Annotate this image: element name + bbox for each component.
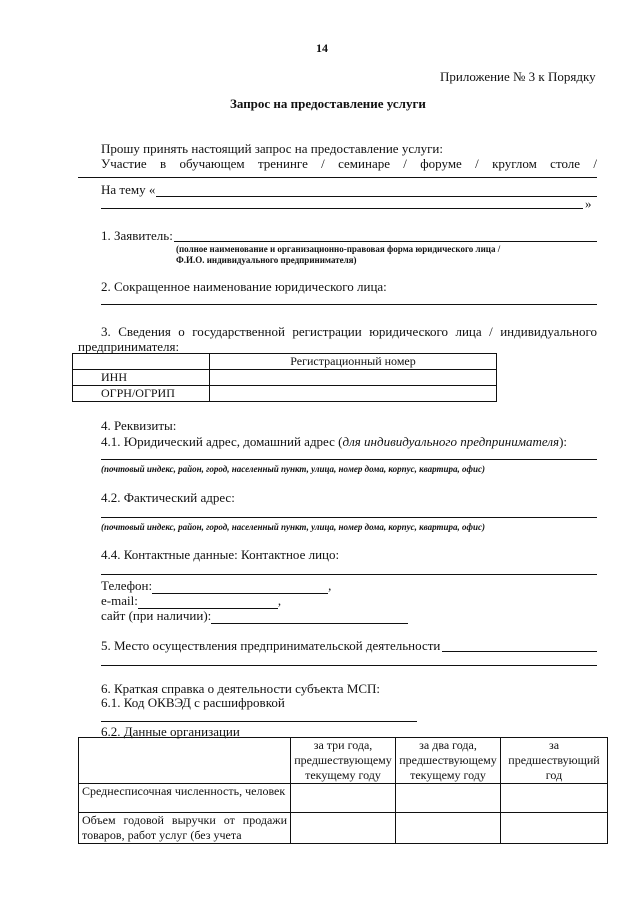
legal-address-hint: (почтовый индекс, район, город, населенный пункт, улица, номер дома, корпус, квартира, офис)	[101, 464, 485, 474]
inn-field[interactable]	[210, 370, 497, 386]
applicant-hint-2: Ф.И.О. индивидуального предпринимателя)	[176, 255, 357, 265]
legal-address-label	[101, 434, 567, 450]
appendix-label: Приложение № 3 к Порядку	[440, 69, 596, 84]
registration-label-2: предпринимателя:	[78, 339, 180, 354]
revenue-1y-field[interactable]	[501, 813, 608, 844]
phone-field[interactable]	[152, 579, 328, 594]
applicant-field[interactable]	[174, 241, 597, 242]
topic-field-line-1[interactable]	[156, 196, 597, 197]
contact-person-field[interactable]	[101, 574, 597, 575]
headcount-1y-field[interactable]	[501, 784, 608, 813]
legal-address-label-end: ):	[559, 434, 568, 449]
applicant-hint-1: (полное наименование и организационно-правовая форма юридического лица /	[176, 244, 501, 254]
org-table-header-2y: за два года, предшествующему текущему году	[396, 738, 501, 784]
revenue-2y-field[interactable]	[396, 813, 501, 844]
registration-table	[72, 353, 497, 402]
topic-field-line-2[interactable]	[101, 208, 583, 209]
registration-row-ogrn: ОГРН/ОГРИП	[73, 386, 210, 402]
headcount-2y-field[interactable]	[396, 784, 501, 813]
service-blank-line[interactable]	[78, 177, 597, 178]
topic-close: »	[585, 196, 592, 211]
org-table-row-revenue: Объем годовой выручки от продажи товаров, работ услуг (без учета	[79, 813, 291, 844]
okved-label: 6.1. Код ОКВЭД с расшифровкой	[101, 695, 285, 710]
requisites-label: 4. Реквизиты:	[101, 418, 177, 433]
org-table-header-1y: за предшествующий год	[501, 738, 608, 784]
legal-address-field[interactable]	[101, 459, 597, 460]
headcount-3y-field[interactable]	[291, 784, 396, 813]
registration-row-inn: ИНН	[73, 370, 210, 386]
site-label: сайт (при наличии):	[101, 608, 212, 623]
legal-address-label-italic: для индивидуального предпринимателя	[342, 434, 560, 449]
email-row: e-mail: ,	[101, 593, 282, 608]
intro-line-1: Прошу принять настоящий запрос на предоставление услуги:	[101, 141, 443, 156]
intro-line-2: Участие в обучающем тренинге / семинаре / форуме / круглом столе /	[101, 156, 597, 171]
registration-header-blank	[73, 354, 210, 370]
summary-label: 6. Краткая справка о деятельности субъекта МСП:	[101, 681, 381, 696]
registration-header: Регистрационный номер	[210, 354, 497, 370]
okved-field[interactable]	[101, 721, 417, 722]
org-table-header-3y: за три года, предшествующему текущему году	[291, 738, 396, 784]
topic-prefix: На тему «	[101, 182, 156, 197]
business-place-label: 5. Место осуществления предпринимательской деятельности	[101, 638, 441, 653]
legal-address-label-start: 4.1. Юридический адрес, домашний адрес (	[101, 434, 343, 449]
phone-row: Телефон: ,	[101, 578, 332, 593]
phone-label: Телефон:	[101, 578, 153, 593]
org-table-header-blank	[79, 738, 291, 784]
short-name-label: 2. Сокращенное наименование юридического лица:	[101, 279, 387, 294]
email-label: e-mail:	[101, 593, 138, 608]
actual-address-label: 4.2. Фактический адрес:	[101, 490, 235, 505]
email-field[interactable]	[138, 594, 278, 609]
ogrn-field[interactable]	[210, 386, 497, 402]
actual-address-hint: (почтовый индекс, район, город, населенный пункт, улица, номер дома, корпус, квартира, офис)	[101, 522, 485, 532]
business-place-field-2[interactable]	[101, 665, 597, 666]
org-table-row-headcount: Среднесписочная численность, человек	[79, 784, 291, 813]
page-number: 14	[316, 41, 328, 55]
actual-address-field[interactable]	[101, 517, 597, 518]
document-title: Запрос на предоставление услуги	[230, 96, 426, 111]
site-row	[101, 608, 408, 624]
site-field[interactable]	[211, 609, 408, 624]
org-data-label: 6.2. Данные организации	[101, 724, 240, 739]
short-name-field[interactable]	[101, 304, 597, 305]
business-place-field-1[interactable]	[442, 651, 597, 652]
contacts-label: 4.4. Контактные данные: Контактное лицо:	[101, 547, 340, 562]
applicant-label: 1. Заявитель:	[101, 228, 173, 243]
org-data-table	[78, 737, 608, 844]
registration-label-1: 3. Сведения о государственной регистрации юридического лица / индивидуального	[101, 324, 597, 339]
revenue-3y-field[interactable]	[291, 813, 396, 844]
